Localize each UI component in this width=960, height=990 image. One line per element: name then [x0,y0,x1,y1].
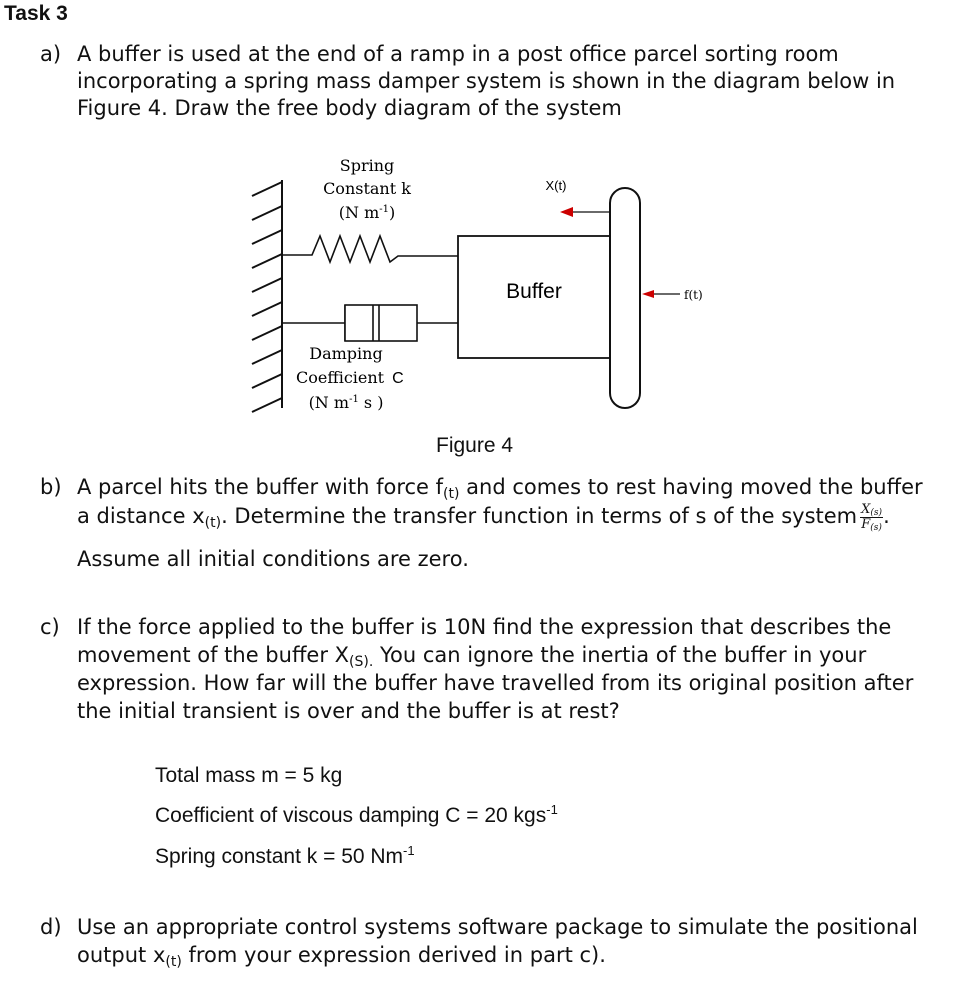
spring-unit-exp: -1 [379,204,389,215]
part-b-line-2-sub: (t) [204,515,222,531]
part-b-line-2-end: . [883,504,890,528]
part-c-line-4: the initial transient is over and the buffer is at rest? [77,699,620,723]
spring [282,236,458,262]
spring-label-line-3 [339,203,396,222]
displacement-label: X(t) [545,178,567,193]
displacement-arrow [560,207,610,217]
damper-label-line-3 [309,393,384,412]
damper-label-c: C [392,370,404,387]
spring-label-line-1: Spring [339,156,395,175]
part-b-line-2 [77,502,890,532]
part-a-label: a) [40,42,62,66]
wall [252,180,282,412]
damper-unit-base: (N m [308,393,350,412]
part-c-line-2-pre: movement of the buffer X [77,643,350,667]
spring-label-line-2: Constant k [323,179,411,198]
transfer-function-fraction [860,503,883,532]
part-b-line-1-sub: (t) [443,486,460,502]
task-title: Task 3 [4,2,68,25]
part-d-line-1: Use an appropriate control systems software package to simulate the positional [77,915,918,939]
figure-caption: Figure 4 [436,434,514,457]
buffer-label: Buffer [506,280,562,303]
part-b-line-1-post: and comes to rest having moved the buffer [459,475,923,499]
given-mass: Total mass m = 5 kg [155,764,343,787]
part-b-line-2-pre: a distance x [77,504,205,528]
buffer-plate [610,188,640,408]
fraction-denominator: $F_{(s)}$ [861,516,882,533]
force-arrow [642,290,680,298]
part-b-label: b) [40,475,62,499]
part-c-line-2 [77,641,866,669]
part-c-line-2-sub: (S). [349,654,374,670]
fraction-numerator: $X_{(s)}$ [861,501,883,518]
spring-unit-close: ) [389,203,396,222]
part-c-line-1: If the force applied to the buffer is 10N find the expression that describes the [77,615,892,639]
part-d-label: d) [40,915,62,939]
part-b-line-1-pre: A parcel hits the buffer with force f [77,475,444,499]
part-c-label: c) [40,615,60,639]
part-d-line-2: output $x_{(t)}$ from your expression derived in part c). [77,943,606,970]
damper-unit-exp: -1 [349,394,359,405]
damper [282,305,458,341]
force-label: f(t) [684,288,703,302]
part-b-line-3: Assume all initial conditions are zero. [77,547,469,571]
given-spring: Spring constant k = 50 $Nm^{-1}$ [155,843,415,868]
damper-unit-rest: s ) [358,393,384,412]
damper-label-line-2 [296,368,404,387]
figure-4-diagram [240,145,740,425]
part-a-line-2: incorporating a spring mass damper system is shown in the diagram below in [77,69,896,93]
part-b-line-1 [77,473,923,501]
part-a-line-3: Figure 4. Draw the free body diagram of the system [77,96,622,120]
part-a-line-1: A buffer is used at the end of a ramp in a post office parcel sorting room [77,42,839,66]
part-c-line-3: expression. How far will the buffer have travelled from its original position after [77,671,914,695]
part-c-line-2-post: You can ignore the inertia of the buffer in your [373,643,867,667]
damper-label-line-1: Damping [309,344,383,363]
part-b-line-2-post: . Determine the transfer function in terms of s of the system [221,504,858,528]
damper-label-coefficient: Coefficient [296,368,385,387]
given-damping: Coefficient of viscous damping C = 20 kgs$^{-1}$ [155,802,558,827]
spring-unit-base: (N m [338,203,380,222]
